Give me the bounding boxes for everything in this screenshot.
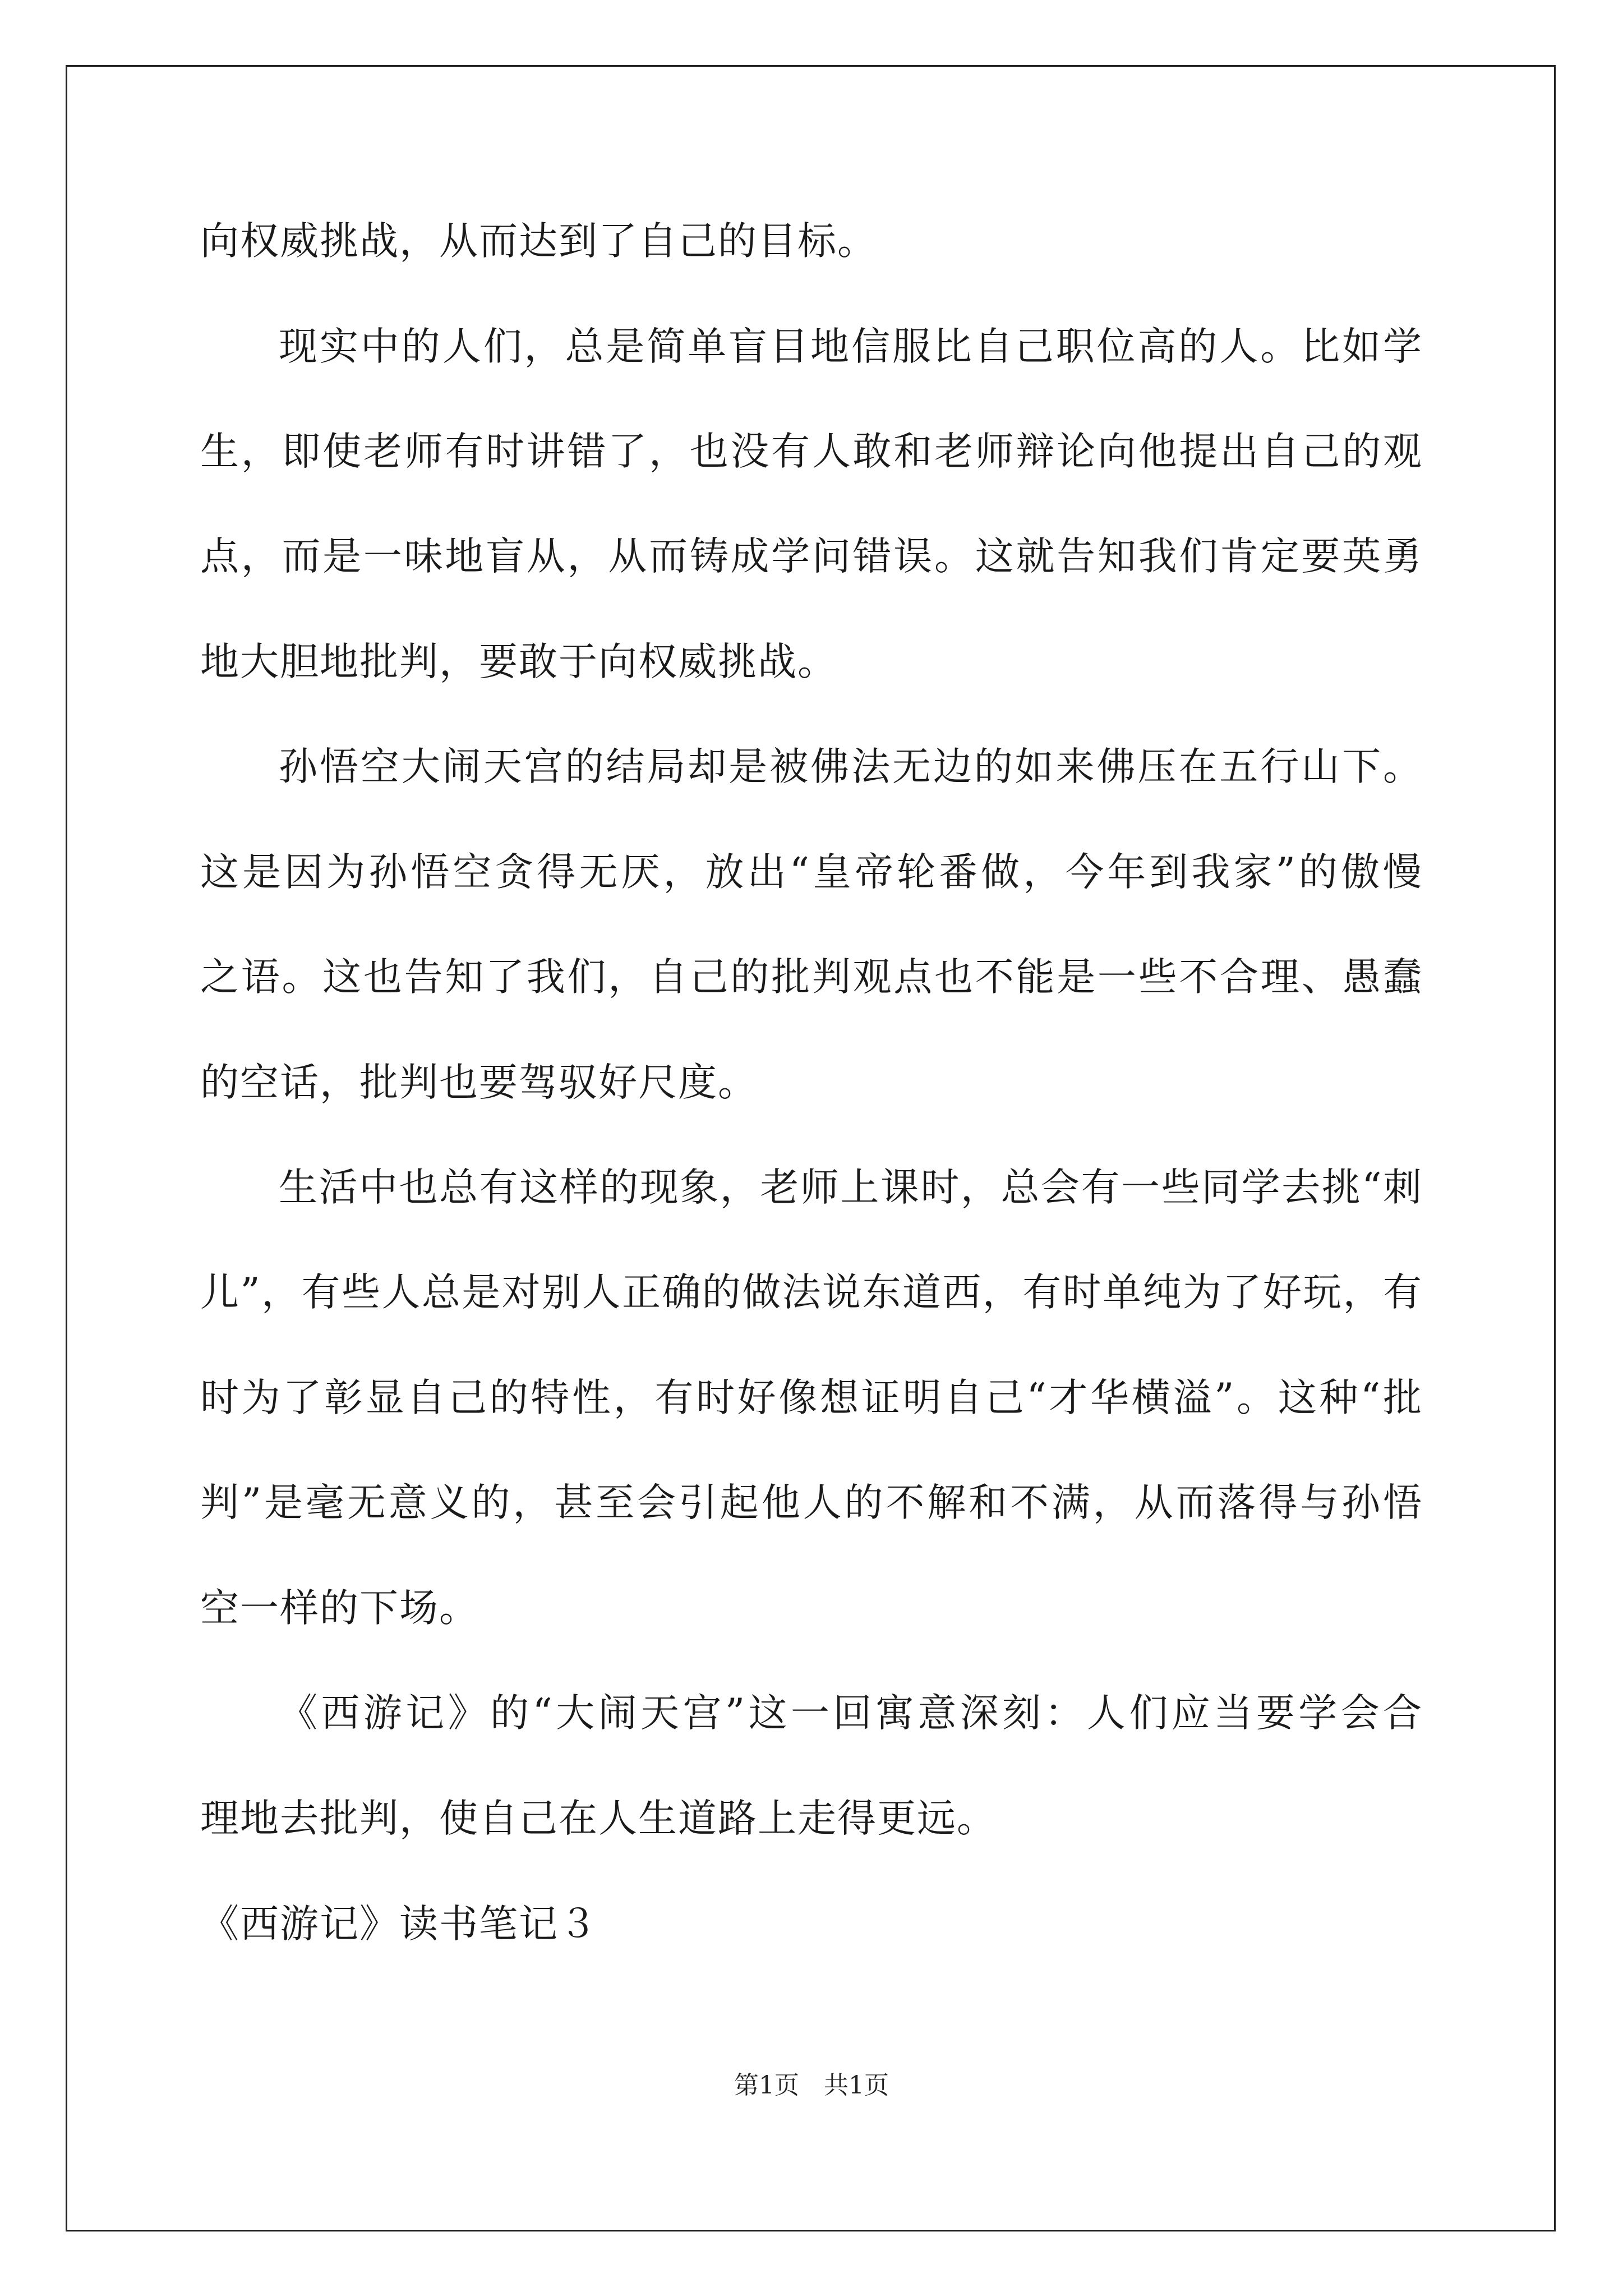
paragraph-line: 时为了彰显自己的特性，有时好像想证明自己“才华横溢”。这种“批	[200, 1375, 1423, 1420]
paragraph-line: 之语。这也告知了我们，自己的批判观点也不能是一些不合理、愚蠢	[200, 955, 1423, 1000]
paragraph-line: 现实中的人们，总是简单盲目地信服比自己职位高的人。比如学	[279, 324, 1423, 369]
paragraph-line: 生活中也总有这样的现象，老师上课时，总会有一些同学去挑“刺	[279, 1165, 1423, 1210]
page-number-footer: 第1页 共1页	[734, 2071, 889, 2100]
paragraph-line: 空一样的下场。	[200, 1586, 479, 1631]
paragraph-line: 生，即使老师有时讲错了，也没有人敢和老师辩论向他提出自己的观	[200, 429, 1423, 474]
paragraph-line: 儿”，有些人总是对别人正确的做法说东道西，有时单纯为了好玩，有	[200, 1270, 1423, 1315]
paragraph-line: 地大胆地批判，要敢于向权威挑战。	[200, 639, 837, 684]
paragraph-line: 向权威挑战，从而达到了自己的目标。	[200, 219, 877, 264]
paragraph-line: 《西游记》的“大闹天宫”这一回寓意深刻：人们应当要学会合	[279, 1691, 1423, 1736]
paragraph-line: 理地去批判，使自己在人生道路上走得更远。	[200, 1796, 997, 1841]
paragraph-line: 的空话，批判也要驾驭好尺度。	[200, 1060, 758, 1105]
paragraph-line: 这是因为孙悟空贪得无厌，放出“皇帝轮番做，今年到我家”的傲慢	[200, 850, 1423, 895]
paragraph-line: 孙悟空大闹天宫的结局却是被佛法无边的如来佛压在五行山下。	[279, 744, 1423, 789]
paragraph-line: 判”是毫无意义的，甚至会引起他人的不解和不满，从而落得与孙悟	[200, 1480, 1423, 1525]
section-heading: 《西游记》读书笔记３	[200, 1902, 598, 1947]
paragraph-line: 点，而是一味地盲从，从而铸成学问错误。这就告知我们肯定要英勇	[200, 534, 1423, 579]
